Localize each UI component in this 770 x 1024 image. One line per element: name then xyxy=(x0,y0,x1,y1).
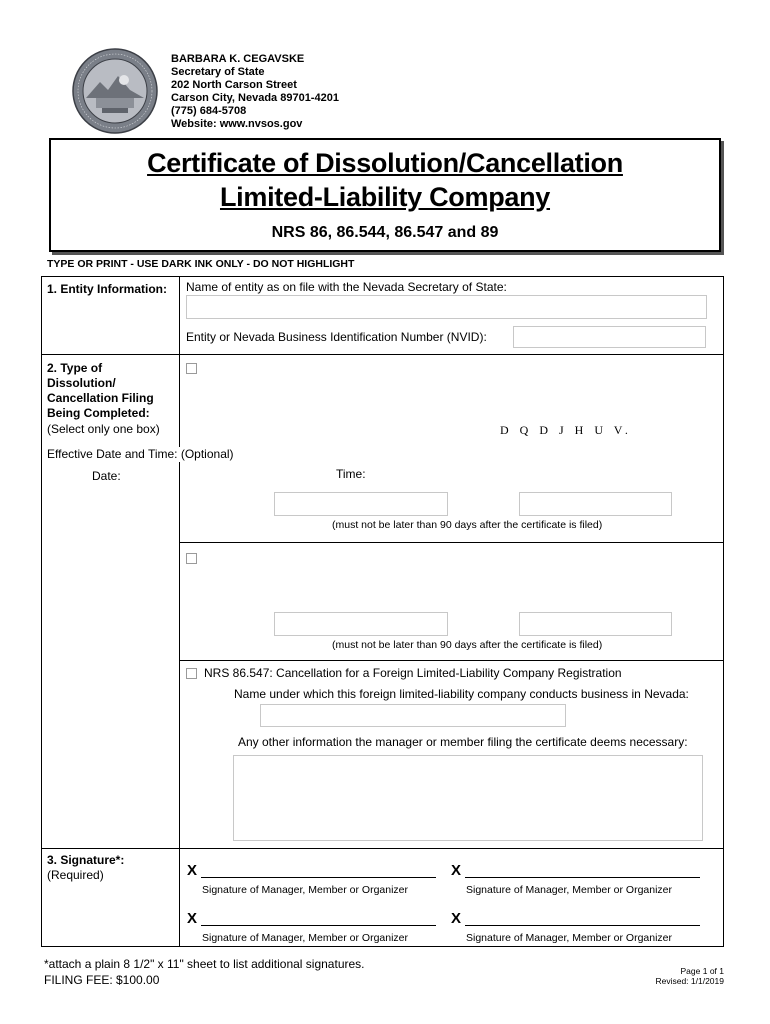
nevada-state-seal-icon xyxy=(72,48,158,134)
form-title-line2: Limited-Liability Company xyxy=(219,182,551,212)
signature-line-2[interactable] xyxy=(465,877,700,878)
cancellation-option-checkbox[interactable] xyxy=(186,553,197,564)
official-name: BARBARA K. CEGAVSKE xyxy=(171,53,305,65)
entity-name-input[interactable] xyxy=(186,295,707,319)
effective-date-input-2[interactable] xyxy=(274,612,448,636)
office-city: Carson City, Nevada 89701-4201 xyxy=(171,92,339,104)
office-website: Website: www.nvsos.gov xyxy=(171,118,303,130)
nvid-input[interactable] xyxy=(513,326,706,348)
office-street: 202 North Carson Street xyxy=(171,79,297,91)
ink-instructions: TYPE OR PRINT - USE DARK INK ONLY - DO NOT HIGHLIGHT xyxy=(47,258,355,270)
office-phone: (775) 684-5708 xyxy=(171,105,247,117)
foreign-cancellation-label: NRS 86.547: Cancellation for a Foreign Limited-Liability Company Registration xyxy=(204,666,622,680)
dissolution-option-checkbox[interactable] xyxy=(186,363,197,374)
signature-x-mark: X xyxy=(187,862,198,879)
sos-contact-block xyxy=(171,53,339,131)
effective-time-input-2[interactable] xyxy=(519,612,672,636)
additional-signatures-note: *attach a plain 8 1/2" x 11" sheet to list additional signatures. xyxy=(44,957,365,971)
date-label: Date: xyxy=(92,469,121,483)
row-divider xyxy=(179,660,724,661)
column-divider xyxy=(179,276,180,947)
foreign-name-label: Name under which this foreign limited-liability company conducts business in Nevada: xyxy=(234,687,689,701)
select-one-note: (Select only one box) xyxy=(47,422,160,436)
official-title: Secretary of State xyxy=(171,66,265,78)
signature-line-1[interactable] xyxy=(201,877,436,878)
effective-time-input[interactable] xyxy=(519,492,672,516)
signature-x-mark: X xyxy=(451,910,462,927)
option-text: D Q D J H U V. xyxy=(500,423,632,437)
time-limit-note: (must not be later than 90 days after the certificate is filed) xyxy=(332,519,603,531)
section3-label: 3. Signature*: xyxy=(47,853,125,867)
row-divider xyxy=(179,542,724,543)
signature-caption-1: Signature of Manager, Member or Organizer xyxy=(202,884,409,896)
signature-caption-4: Signature of Manager, Member or Organizer xyxy=(466,932,673,944)
signature-x-mark: X xyxy=(187,910,198,927)
section2-label: 2. Type of Dissolution/ Cancellation Filing Being Completed: xyxy=(47,361,154,420)
filing-fee: FILING FEE: $100.00 xyxy=(44,973,160,987)
row-divider xyxy=(41,354,724,355)
other-info-textarea[interactable] xyxy=(233,755,703,841)
nvid-label: Entity or Nevada Business Identification Number (NVID): xyxy=(186,330,487,344)
time-limit-note-2: (must not be later than 90 days after the certificate is filed) xyxy=(332,639,603,651)
statute-reference: NRS 86, 86.544, 86.547 and 89 xyxy=(271,224,499,241)
time-label: Time: xyxy=(336,467,366,481)
signature-line-4[interactable] xyxy=(465,925,700,926)
page-number: Page 1 of 1 xyxy=(680,966,724,976)
foreign-name-input[interactable] xyxy=(260,704,566,727)
revision-date: Revised: 1/1/2019 xyxy=(655,976,724,986)
signature-line-3[interactable] xyxy=(201,925,436,926)
section1-label: 1. Entity Information: xyxy=(47,282,167,296)
title-box xyxy=(49,138,721,252)
page-info xyxy=(655,966,724,986)
signature-required-note: (Required) xyxy=(47,868,104,882)
signature-x-mark: X xyxy=(451,862,462,879)
other-info-label: Any other information the manager or member filing the certificate deems necessary: xyxy=(238,735,688,749)
foreign-cancellation-checkbox[interactable] xyxy=(186,668,197,679)
signature-caption-2: Signature of Manager, Member or Organizer xyxy=(466,884,673,896)
form-title-line1: Certificate of Dissolution/Cancellation xyxy=(147,148,623,178)
entity-name-label: Name of entity as on file with the Nevada Secretary of State: xyxy=(186,280,507,294)
row-divider xyxy=(41,848,724,849)
effective-date-label: Effective Date and Time: (Optional) xyxy=(47,447,234,461)
signature-caption-3: Signature of Manager, Member or Organizer xyxy=(202,932,409,944)
effective-date-input[interactable] xyxy=(274,492,448,516)
